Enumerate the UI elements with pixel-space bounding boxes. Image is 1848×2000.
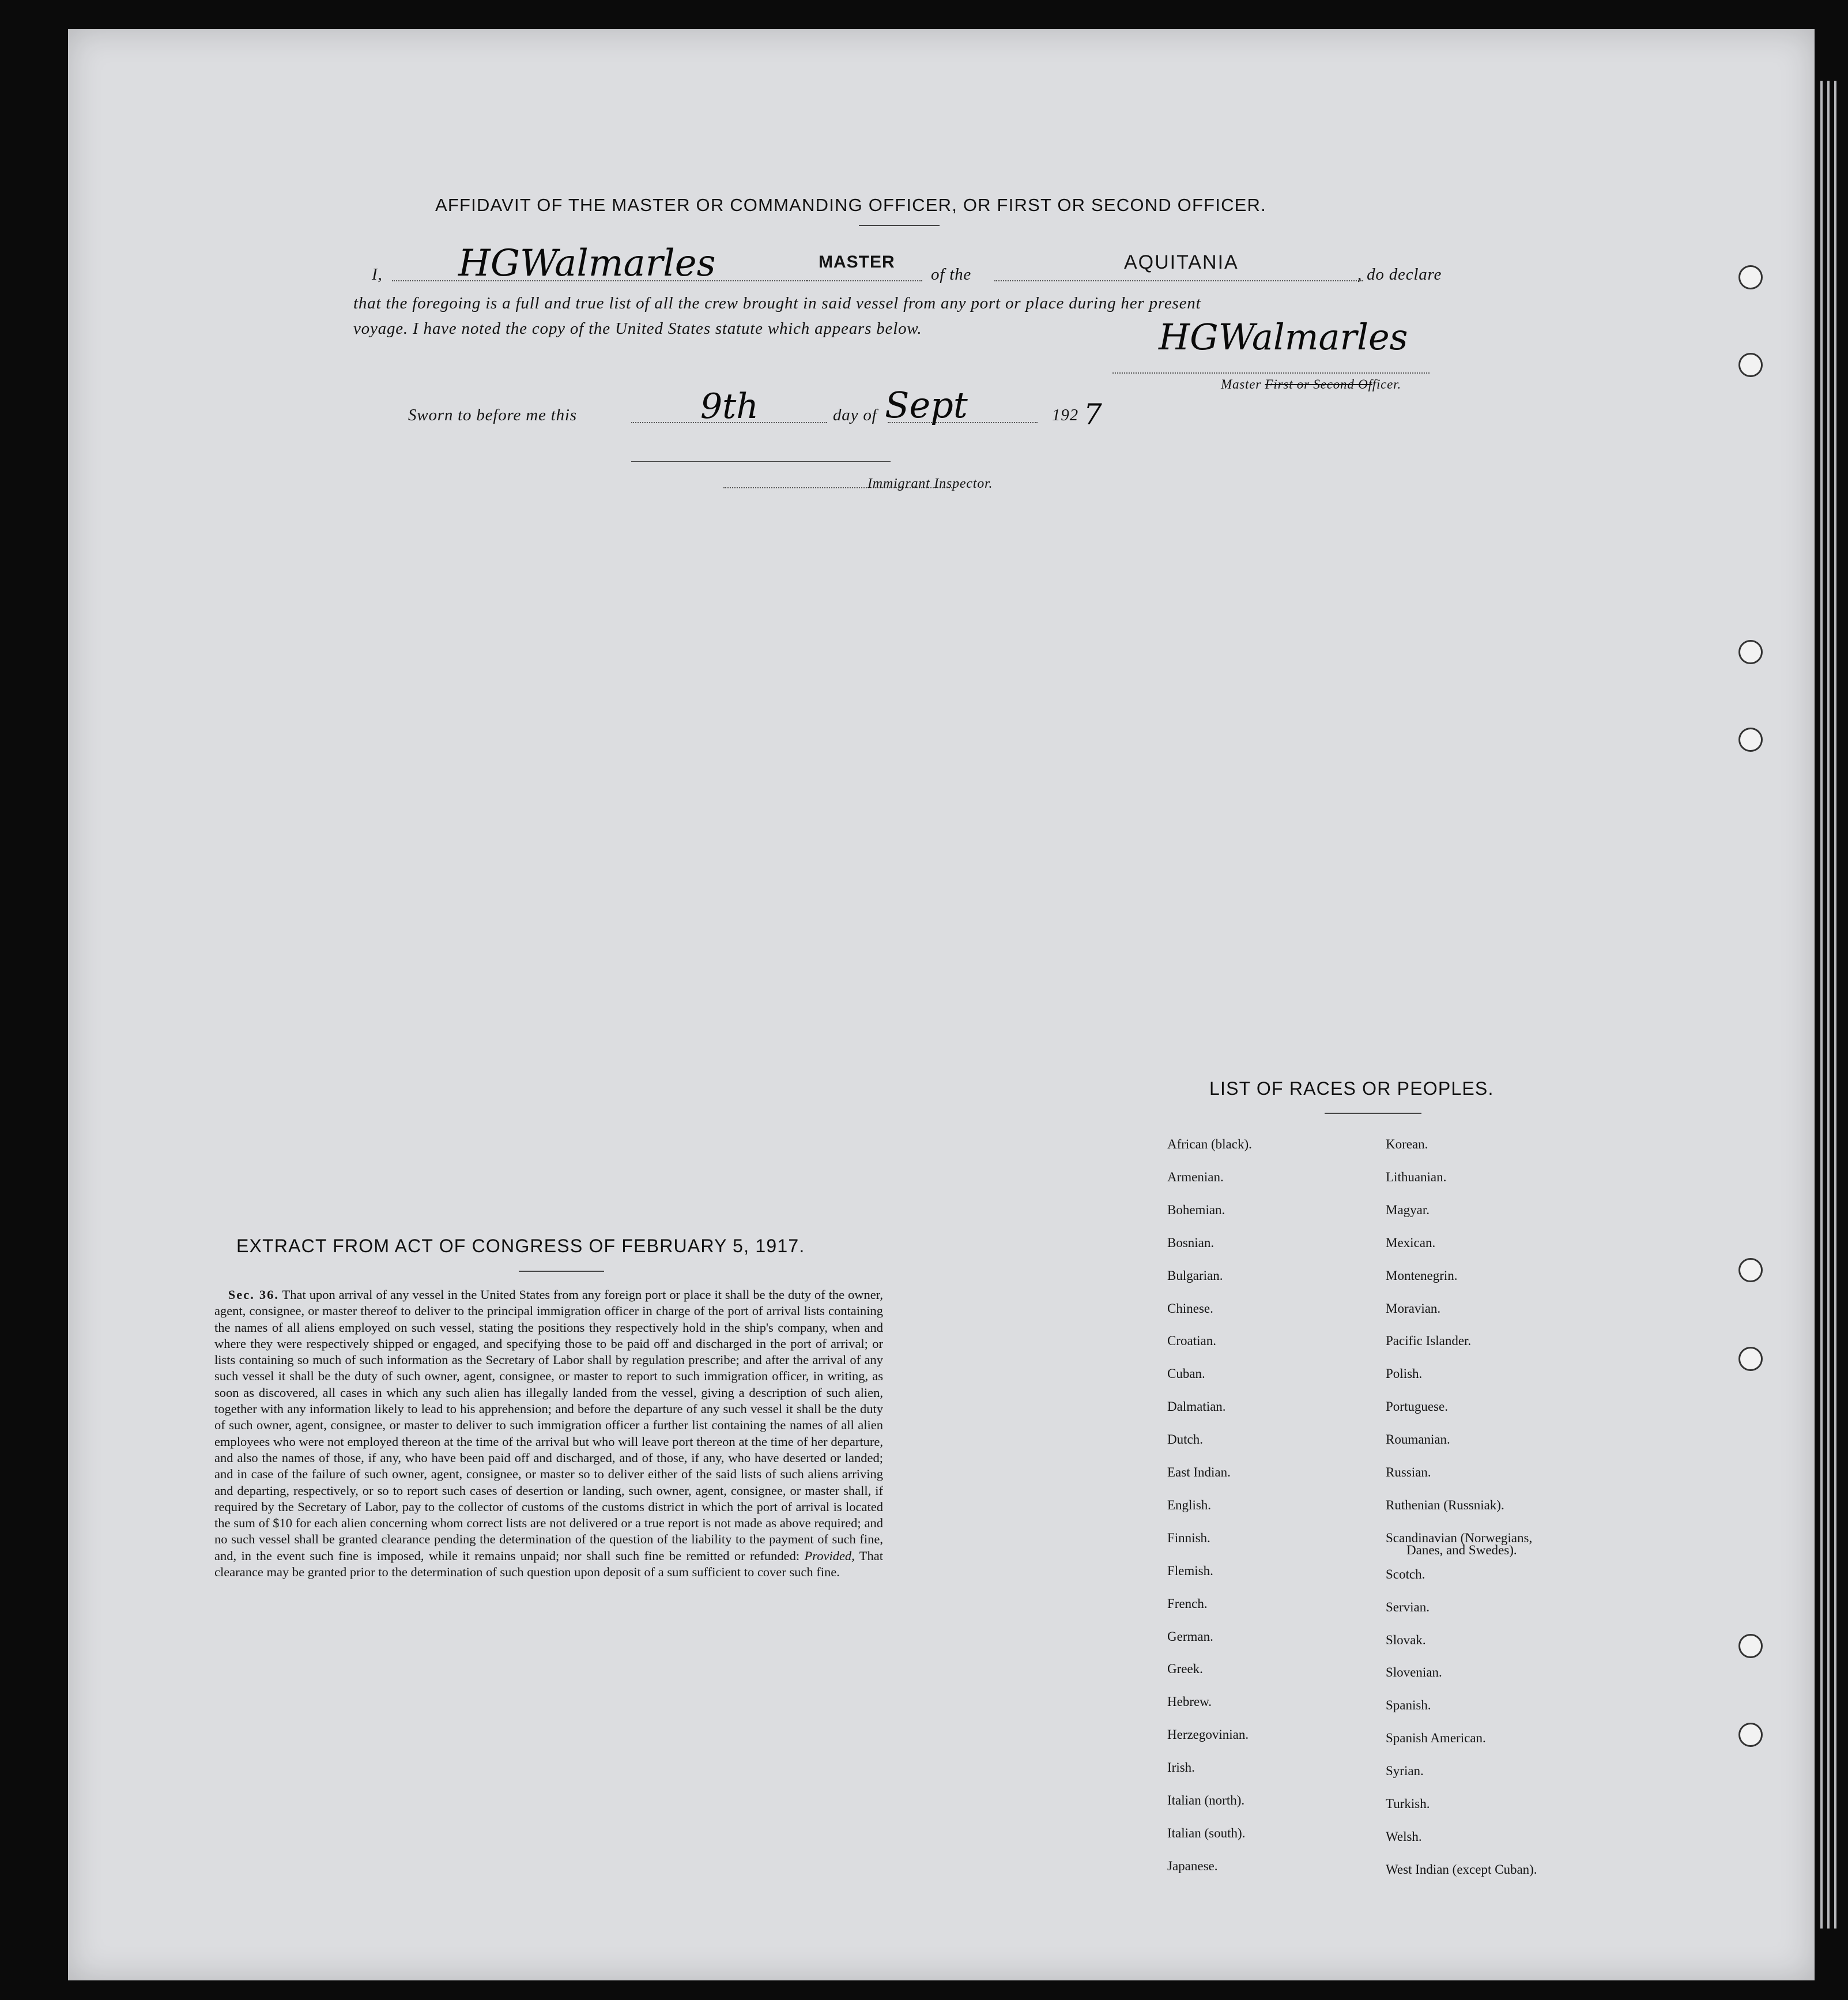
extract-text-end: That clearance may be granted prior to the determination of such question upon deposit of a sum sufficient to cover such fine. xyxy=(214,1548,884,1580)
vessel-line xyxy=(994,280,1363,281)
signer-name: HGWalmarles xyxy=(458,242,716,285)
race-item: Magyar. xyxy=(1386,1203,1430,1217)
race-item: Cuban. xyxy=(1167,1366,1205,1381)
binder-hole xyxy=(1738,265,1763,289)
race-item: Finnish. xyxy=(1167,1531,1210,1545)
races-heading: LIST OF RACES OR PEOPLES. xyxy=(1209,1078,1494,1099)
binder-hole xyxy=(1738,728,1763,752)
inspector-label: Immigrant Inspector. xyxy=(868,476,993,491)
race-item: Montenegrin. xyxy=(1386,1268,1458,1283)
binder-hole xyxy=(1738,1723,1763,1747)
inspector-line-top xyxy=(631,461,891,462)
section-number: Sec. 36. xyxy=(228,1287,279,1302)
do-declare: , do declare xyxy=(1357,265,1442,284)
race-item: Herzegovinian. xyxy=(1167,1727,1249,1742)
race-item: Bohemian. xyxy=(1167,1203,1225,1217)
sworn-label: Sworn to before me this xyxy=(408,406,577,424)
race-item: Italian (north). xyxy=(1167,1793,1245,1807)
rank-master: MASTER xyxy=(819,253,895,272)
race-item: Chinese. xyxy=(1167,1301,1213,1316)
extract-text: That upon arrival of any vessel in the United States from any foreign port or place it shall be the duty of the owner, agent, consignee, or master thereof to deliver to the principal immigration officer in charge of the port of arrival lists containing the names of all aliens employed on such vessel, stating the positions they respectively hold in the ship's company, when and where they were respectively shipped or engaged, and specifying those to be paid off and discharged in the port of arrival; or lists containing so much of such information as the Secretary of Labor shall by regulation prescribe; and after the arrival of any such vessel it shall be the duty of such owner, agent, consignee, or master to report to such immigration officer, in writing, as soon as discovered, all cases in which any such alien has illegally landed from the vessel, giving a description of such alien, together with any information likely to lead to his apprehension; and before the departure of any such vessel it shall be the duty of such owner, agent, consignee, or master to deliver to such immigration officer a further list containing the names of all alien employees who were not employed thereon at the time of the arrival but who will leave port thereon at the time of her departure, and also the names of those, if any, who have been paid off and discharged, and of those, if any, who have deserted or landed; and in case of the failure of such owner, agent, consignee, or master so to deliver either of the said lists of such aliens arriving and departing, respectively, or so to report such cases of desertion or landing, such owner, agent, consignee, or master shall, if required by the Secretary of Labor, pay to the collector of customs of the customs district in which the port of arrival is located the sum of $10 for each alien concerning whom correct lists are not delivered or a true report is not made as above required; and no such vessel shall be granted clearance pending the determination of the question of the liability to the payment of such fine, and, in the event such fine is imposed, while it remains unpaid; nor shall such fine be remitted or refunded: xyxy=(214,1287,883,1563)
binder-hole xyxy=(1738,1258,1763,1282)
binder-hole xyxy=(1738,1634,1763,1658)
race-item: Welsh. xyxy=(1386,1829,1422,1844)
race-item: Scotch. xyxy=(1386,1567,1425,1581)
race-item: French. xyxy=(1167,1596,1208,1611)
race-item: Flemish. xyxy=(1167,1564,1213,1578)
race-item: Bosnian. xyxy=(1167,1236,1215,1250)
race-item: Russian. xyxy=(1386,1465,1431,1479)
declaration-line: voyage. I have noted the copy of the United States statute which appears below. xyxy=(353,319,922,338)
race-item: Roumanian. xyxy=(1386,1432,1450,1447)
races-rule xyxy=(1325,1113,1421,1114)
day-of-label: day of xyxy=(833,406,877,424)
affidavit-heading: AFFIDAVIT OF THE MASTER OR COMMANDING OFFICER, OR FIRST OR SECOND OFFICER. xyxy=(435,195,1266,215)
binder-hole xyxy=(1738,640,1763,664)
race-item: Dutch. xyxy=(1167,1432,1203,1447)
race-item: West Indian (except Cuban). xyxy=(1386,1862,1537,1877)
master-signature: HGWalmarles xyxy=(1159,316,1408,358)
provided-word: Provided, xyxy=(804,1548,855,1563)
race-item: Croatian. xyxy=(1167,1334,1216,1348)
race-item: Hebrew. xyxy=(1167,1694,1212,1709)
day-value: 9th xyxy=(700,386,759,427)
race-item: Italian (south). xyxy=(1167,1826,1246,1840)
manifest-page xyxy=(68,29,1815,1980)
race-item: Servian. xyxy=(1386,1600,1430,1614)
race-item: Ruthenian (Russniak). xyxy=(1386,1498,1504,1512)
year-written: 7 xyxy=(1084,398,1102,431)
month-value: Sept xyxy=(885,384,968,426)
race-item: Mexican. xyxy=(1386,1236,1436,1250)
race-item: Irish. xyxy=(1167,1760,1195,1775)
race-item: African (black). xyxy=(1167,1137,1252,1151)
race-item: Slovak. xyxy=(1386,1633,1426,1647)
heading-rule xyxy=(859,225,940,226)
race-item: Pacific Islander. xyxy=(1386,1334,1472,1348)
page-edge xyxy=(1834,81,1836,1929)
signature-title xyxy=(1221,377,1401,392)
race-item: Armenian. xyxy=(1167,1170,1224,1184)
page-edge xyxy=(1820,81,1823,1929)
signature-line xyxy=(1112,372,1430,374)
of-the-label: of the xyxy=(931,265,972,284)
page-edge xyxy=(1827,81,1830,1929)
title-master: Master xyxy=(1221,377,1261,391)
race-item: English. xyxy=(1167,1498,1212,1512)
extract-rule xyxy=(519,1271,604,1272)
race-item: Slovenian. xyxy=(1386,1665,1442,1679)
rank-line xyxy=(807,280,922,281)
race-item: Scandinavian (Norwegians, xyxy=(1386,1531,1533,1545)
vessel-name: AQUITANIA xyxy=(1124,251,1239,273)
title-tail: ficer. xyxy=(1372,377,1401,391)
race-item: Japanese. xyxy=(1167,1859,1218,1873)
race-item: Spanish American. xyxy=(1386,1731,1486,1745)
binder-hole xyxy=(1738,1347,1763,1371)
declaration-line: that the foregoing is a full and true list of all the crew brought in said vessel from any port or place during her present xyxy=(353,294,1201,312)
race-item: Lithuanian. xyxy=(1386,1170,1447,1184)
i-label: I, xyxy=(372,265,383,284)
title-struck: First or Second Of xyxy=(1265,377,1372,391)
race-item-continued: Danes, and Swedes). xyxy=(1406,1543,1517,1557)
race-item: East Indian. xyxy=(1167,1465,1231,1479)
race-item: Turkish. xyxy=(1386,1796,1430,1811)
binder-hole xyxy=(1738,353,1763,377)
extract-body xyxy=(214,1287,883,1580)
race-item: Moravian. xyxy=(1386,1301,1441,1316)
race-item: Greek. xyxy=(1167,1662,1203,1676)
race-item: Syrian. xyxy=(1386,1764,1424,1778)
race-item: German. xyxy=(1167,1629,1213,1644)
race-item: Polish. xyxy=(1386,1366,1423,1381)
race-item: Spanish. xyxy=(1386,1698,1431,1712)
race-item: Dalmatian. xyxy=(1167,1399,1226,1414)
race-item: Bulgarian. xyxy=(1167,1268,1223,1283)
extract-heading: EXTRACT FROM ACT OF CONGRESS OF FEBRUARY 5, 1917. xyxy=(236,1236,805,1256)
race-item: Portuguese. xyxy=(1386,1399,1448,1414)
year-printed: 192 xyxy=(1052,406,1078,424)
race-item: Korean. xyxy=(1386,1137,1428,1151)
